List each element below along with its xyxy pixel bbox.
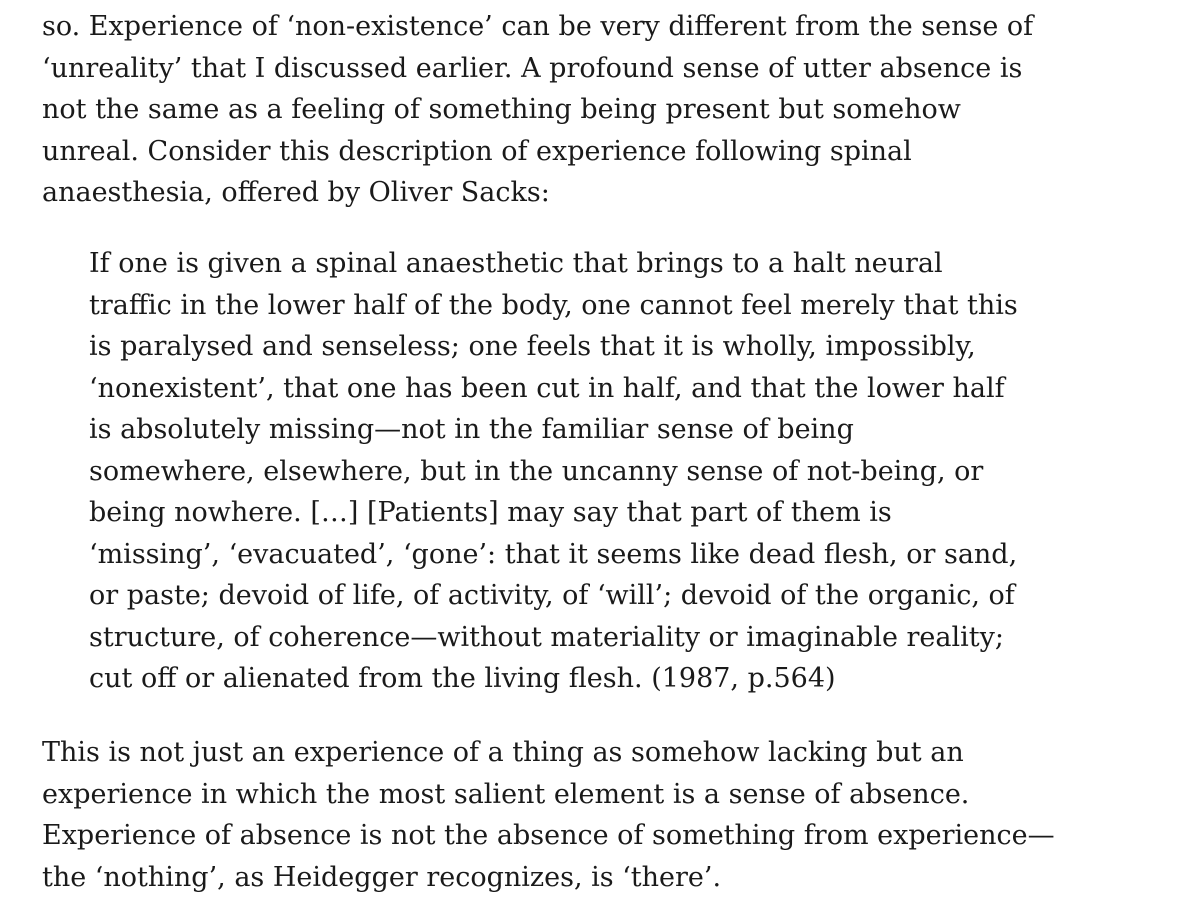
quote-line: If one is given a spinal anaesthetic that brings to a halt neural bbox=[89, 248, 943, 279]
quote-line: structure, of coherence—without materiality or imaginable reality; bbox=[89, 621, 1004, 653]
quote-line: ‘nonexistent’, that one has been cut in half, and that the lower half bbox=[89, 372, 1005, 404]
quote-line: being nowhere. […] [Patients] may say that part of them is bbox=[89, 497, 892, 528]
paragraph-line: experience in which the most salient element is a sense of absence. bbox=[42, 778, 970, 810]
paragraph-line: so. Experience of ‘non-existence’ can be very different from the sense of bbox=[42, 11, 1034, 42]
paragraph-line: unreal. Consider this description of experience following spinal bbox=[42, 135, 912, 167]
paragraph-absence bbox=[42, 732, 1172, 898]
quote-line: cut off or alienated from the living flesh. (1987, p.564) bbox=[89, 663, 836, 694]
paragraph-line: anaesthesia, offered by Oliver Sacks: bbox=[42, 177, 550, 208]
quote-line: traffic in the lower half of the body, one cannot feel merely that this bbox=[89, 289, 1018, 321]
paragraph-line: ‘unreality’ that I discussed earlier. A profound sense of utter absence is bbox=[42, 52, 1023, 84]
paragraph-line: the ‘nothing’, as Heidegger recognizes, is ‘there’. bbox=[42, 861, 722, 893]
paragraph-line: This is not just an experience of a thing as somehow lacking but an bbox=[42, 737, 964, 768]
quote-line: or paste; devoid of life, of activity, of ‘will’; devoid of the organic, of bbox=[89, 580, 1015, 611]
quote-line: is paralysed and senseless; one feels that it is wholly, impossibly, bbox=[89, 331, 976, 362]
paragraph-line: not the same as a feeling of something being present but somehow bbox=[42, 94, 961, 125]
sacks-block-quote bbox=[89, 243, 1179, 700]
paragraph-line: Experience of absence is not the absence of something from experience— bbox=[42, 820, 1055, 851]
quote-line: somewhere, elsewhere, but in the uncanny sense of not-being, or bbox=[89, 455, 984, 487]
paragraph-non-existence bbox=[42, 6, 1172, 214]
quote-line: ‘missing’, ‘evacuated’, ‘gone’: that it seems like dead flesh, or sand, bbox=[89, 538, 1018, 570]
quote-line: is absolutely missing—not in the familiar sense of being bbox=[89, 414, 854, 445]
